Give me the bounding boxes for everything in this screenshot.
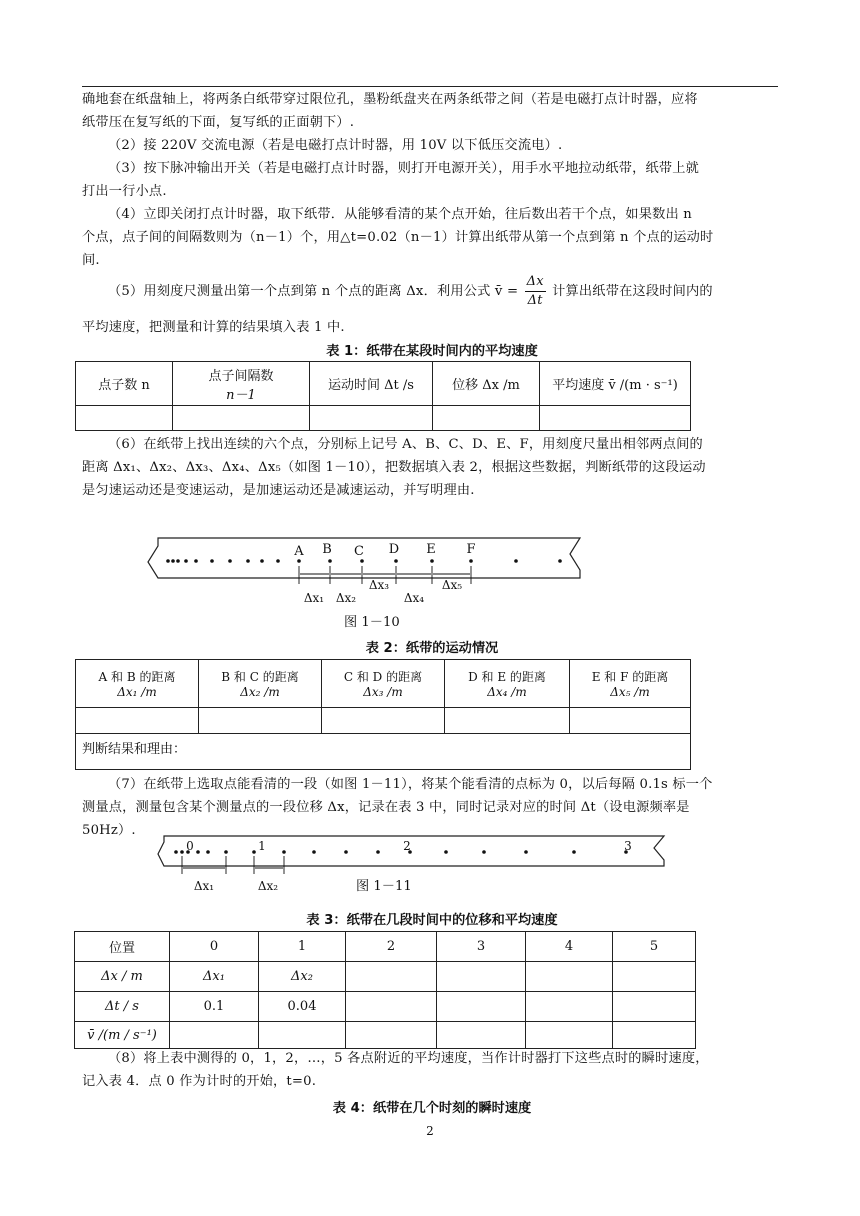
table3-row-label: Δx / m	[75, 962, 170, 992]
tape-dots	[174, 850, 628, 854]
header-line: E 和 F 的距离	[591, 670, 669, 684]
table-cell[interactable]	[437, 992, 526, 1022]
point-label-d: D	[388, 542, 400, 557]
point-label-3: 3	[624, 839, 632, 853]
header-line: B 和 C 的距离	[221, 670, 299, 684]
header-line: Δx₁ /m	[117, 685, 157, 699]
table2-header-cd	[322, 660, 445, 708]
step-5-pre: （5）用刻度尺测量出第一个点到第 n 个点的距离 Δx．利用公式 v̄ =	[108, 284, 519, 299]
table3-row-label: v̄ /(m / s⁻¹)	[75, 1022, 170, 1049]
step-4-line2: 个点，点子间的间隔数则为（n－1）个，用△t=0.02（n－1）计算出纸带从第一个点到第 n 个点的运动时	[82, 230, 714, 245]
point-label-e: E	[426, 542, 436, 557]
table-cell[interactable]	[613, 962, 696, 992]
table-cell[interactable]	[76, 406, 173, 431]
point-label-f: F	[466, 542, 476, 557]
step-3-line2: 打出一行小点.	[82, 184, 167, 199]
step-5-line2: 平均速度，把测量和计算的结果填入表 1 中.	[82, 320, 345, 335]
judgement-label: 判断结果和理由：	[82, 742, 187, 757]
table3-header-3: 3	[437, 932, 526, 962]
step-4-line1: （4）立即关闭打点计时器，取下纸带．从能够看清的某个点开始，往后数出若干个点，如果数出 n	[108, 207, 692, 222]
header-line: D 和 E 的距离	[468, 670, 546, 684]
table1	[75, 361, 691, 431]
header-line: 点子间隔数	[208, 368, 274, 384]
table3-header-1: 1	[259, 932, 346, 962]
table1-header-time: 运动时间 Δt /s	[310, 362, 433, 406]
table1-header-interval	[173, 362, 310, 406]
table3-header-2: 2	[346, 932, 437, 962]
table2	[75, 659, 691, 770]
table2-caption: 表 2：纸带的运动情况	[365, 641, 499, 656]
table-cell[interactable]	[613, 1022, 696, 1049]
point-label-c: C	[354, 544, 364, 559]
header-line: Δx₄ /m	[487, 685, 527, 699]
table1-caption: 表 1：纸带在某段时间内的平均速度	[326, 344, 538, 359]
step-5-post: 计算出纸带在这段时间内的	[552, 284, 713, 299]
tape-outline	[148, 538, 580, 578]
fraction-numerator: Δx	[525, 273, 546, 292]
header-line: n－1	[226, 387, 256, 403]
table2-header-bc	[199, 660, 322, 708]
header-line: A 和 B 的距离	[98, 670, 176, 684]
tape-dots	[166, 559, 562, 563]
paragraph-continuation	[82, 88, 782, 272]
text-line: （8）将上表中测得的 0，1，2，…，5 各点附近的平均速度，当作计时器打下这些点时的瞬时速度，	[108, 1051, 709, 1066]
step-6	[82, 433, 782, 502]
table1-header-velocity: 平均速度 v̄ /(m · s⁻¹)	[540, 362, 691, 406]
table3-caption: 表 3：纸带在几段时间中的位移和平均速度	[306, 913, 558, 928]
table-cell[interactable]	[613, 992, 696, 1022]
table-cell[interactable]	[526, 1022, 613, 1049]
header-line: Δx₂ /m	[240, 685, 280, 699]
text-line: 纸带压在复写纸的下面，复写纸的正面朝下）.	[82, 115, 355, 130]
table-cell[interactable]	[322, 708, 445, 734]
fraction-denominator: Δt	[527, 293, 543, 308]
table-cell[interactable]	[346, 992, 437, 1022]
table-cell[interactable]	[346, 962, 437, 992]
table1-header-count: 点子数 n	[76, 362, 173, 406]
figure-1-11-caption: 图 1－11	[356, 879, 412, 894]
text-line: （7）在纸带上选取点能看清的一段（如图 1－11），将某个能看清的点标为 0，以后每隔 0.1s 标一个	[108, 777, 713, 792]
table2-judgement-cell[interactable]	[76, 734, 691, 770]
table-cell[interactable]	[437, 962, 526, 992]
figure-1-10-tape	[140, 532, 590, 602]
text-line: 是匀速运动还是变速运动，是加速运动还是减速运动，并写明理由.	[82, 483, 475, 498]
table3-header-4: 4	[526, 932, 613, 962]
point-label-2: 2	[403, 839, 411, 853]
dx-label-1: Δx₁	[303, 591, 325, 602]
table-cell[interactable]	[445, 708, 570, 734]
point-label-b: B	[322, 542, 332, 557]
point-label-a: A	[294, 544, 304, 559]
dx-label-2: Δx₂	[257, 879, 279, 892]
text-line: 测量点，测量包含某个测量点的一段位移 Δx，记录在表 3 中，同时记录对应的时间 Δt（设电源频率是	[82, 800, 690, 815]
step-4-line3: 间.	[82, 253, 100, 268]
dx-label-2: Δx₂	[335, 591, 357, 602]
table-cell[interactable]	[540, 406, 691, 431]
header-line: Δx₅ /m	[610, 685, 650, 699]
table3-header-0: 0	[170, 932, 259, 962]
table-cell[interactable]	[310, 406, 433, 431]
table-cell[interactable]	[433, 406, 540, 431]
text-line: 50Hz）.	[82, 823, 136, 838]
dx-label-1: Δx₁	[193, 879, 215, 892]
step-3-line1: （3）按下脉冲输出开关（若是电磁打点计时器，则打开电源开关），用手水平地拉动纸带，纸带上就	[108, 161, 700, 176]
table-cell[interactable]	[170, 1022, 259, 1049]
table-cell[interactable]	[570, 708, 691, 734]
table-cell[interactable]	[259, 1022, 346, 1049]
header-rule	[82, 86, 778, 87]
table-cell[interactable]: Δx₂	[259, 962, 346, 992]
text-line: 确地套在纸盘轴上，将两条白纸带穿过限位孔，墨粉纸盘夹在两条纸带之间（若是电磁打点计时器，应将	[82, 92, 698, 107]
point-label-0: 0	[186, 839, 194, 853]
table2-header-ef	[570, 660, 691, 708]
dx-label-5: Δx₅	[441, 578, 463, 592]
table-cell[interactable]	[173, 406, 310, 431]
table-cell[interactable]	[526, 962, 613, 992]
table-cell[interactable]: 0.1	[170, 992, 259, 1022]
table3-header-5: 5	[613, 932, 696, 962]
header-line: Δx₃ /m	[363, 685, 403, 699]
table-cell[interactable]: Δx₁	[170, 962, 259, 992]
table2-header-ab	[76, 660, 199, 708]
velocity-formula-fraction	[525, 273, 546, 310]
table4-caption: 表 4：纸带在几个时刻的瞬时速度	[332, 1101, 532, 1116]
text-line: 记入表 4．点 0 作为计时的开始，t=0.	[82, 1074, 317, 1089]
text-line: 距离 Δx₁、Δx₂、Δx₃、Δx₄、Δx₅（如图 1－10），把数据填入表 2，根据这些数据，判断纸带的这段运动	[82, 460, 706, 475]
table-cell[interactable]: 0.04	[259, 992, 346, 1022]
point-label-1: 1	[258, 839, 266, 853]
step-8	[82, 1047, 782, 1093]
table-cell[interactable]	[76, 708, 199, 734]
step-2: （2）接 220V 交流电源（若是电磁打点计时器，用 10V 以下低压交流电）.	[108, 138, 563, 153]
header-line: C 和 D 的距离	[343, 670, 423, 684]
dimension-arrows	[182, 856, 284, 874]
table-cell[interactable]	[437, 1022, 526, 1049]
table-cell[interactable]	[526, 992, 613, 1022]
table-cell[interactable]	[199, 708, 322, 734]
dx-label-4: Δx₄	[403, 591, 425, 602]
table1-header-displacement: 位移 Δx /m	[433, 362, 540, 406]
table3-header-position: 位置	[75, 932, 170, 962]
table3-row-label: Δt / s	[75, 992, 170, 1022]
table3	[74, 931, 696, 1049]
step-5-line1	[82, 272, 782, 312]
page-number: 2	[426, 1124, 434, 1138]
dx-label-3: Δx₃	[368, 578, 390, 592]
table2-header-de	[445, 660, 570, 708]
figure-1-10-caption: 图 1－10	[344, 615, 400, 630]
table-cell[interactable]	[346, 1022, 437, 1049]
text-line: （6）在纸带上找出连续的六个点，分别标上记号 A、B、C、D、E、F，用刻度尺量出相邻两点间的	[108, 437, 703, 452]
